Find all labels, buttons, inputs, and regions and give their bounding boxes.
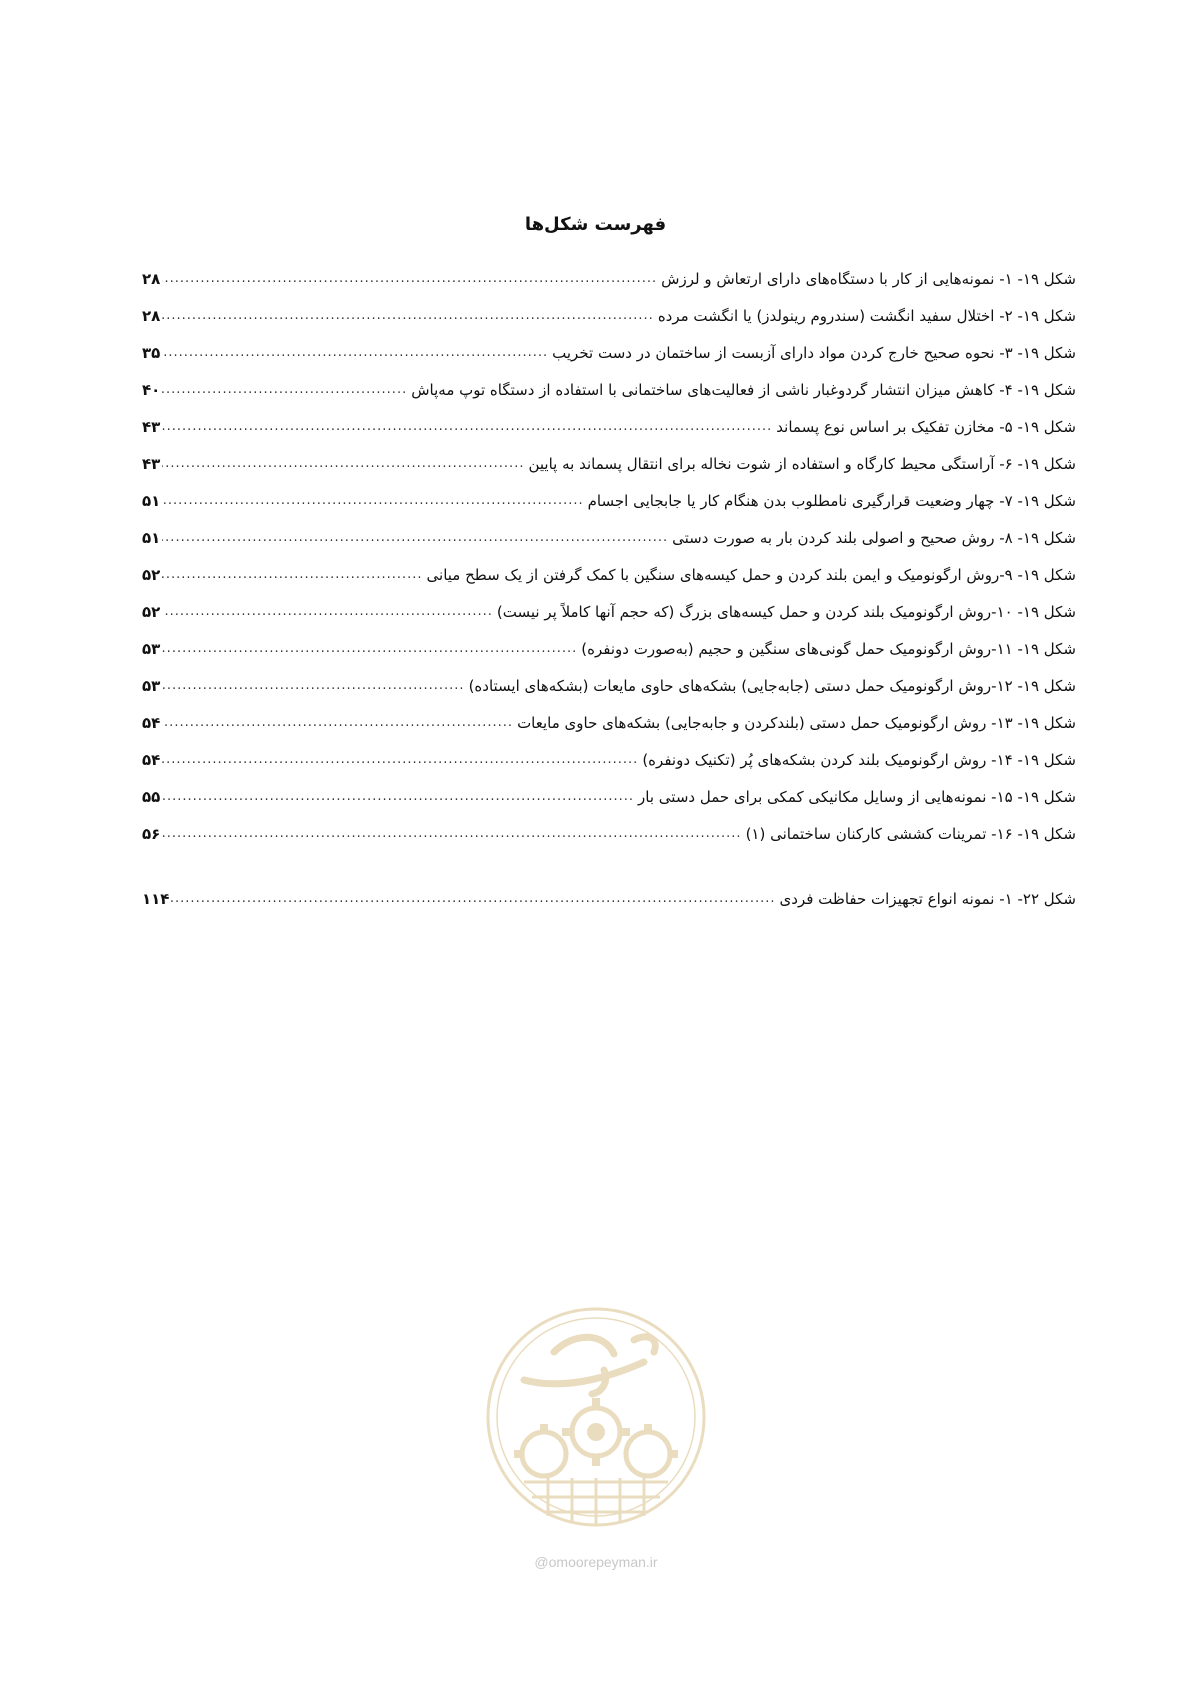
toc-entry-title: شکل ۱۹- ۱- نمونه‌هایی از کار با دستگاه‌های دارای ارتعاش و لرزش <box>661 269 1076 288</box>
toc-entry-title: شکل ۱۹- ۱۱-روش ارگونومیک حمل گونی‌های سنگین و حجیم (به‌صورت دونفره) <box>581 639 1076 658</box>
toc-entry[interactable] <box>142 880 1076 917</box>
dot-leader <box>171 891 775 906</box>
dot-leader <box>162 345 548 360</box>
toc-page-number: ۲۸ <box>142 306 161 325</box>
toc-entry-title: شکل ۱۹- ۱۲-روش ارگونومیک حمل دستی (جابه‌جایی) بشکه‌های حاوی مایعات (بشکه‌های ایستاده) <box>468 676 1076 695</box>
toc-entry-title: شکل ۲۲- ۱- نمونه انواع تجهیزات حفاظت فردی <box>779 889 1076 908</box>
toc-entry-title: شکل ۱۹- ۹-روش ارگونومیک و ایمن بلند کردن و حمل کیسه‌های سنگین با کمک گرفتن از یک سطح میانی <box>426 565 1076 584</box>
dot-leader <box>162 641 577 656</box>
toc-entry-title: شکل ۱۹- ۸- روش صحیح و اصولی بلند کردن بار به صورت دستی <box>672 528 1076 547</box>
toc-entry-title: شکل ۱۹- ۱۳- روش ارگونومیک حمل دستی (بلندکردن و جابه‌جایی) بشکه‌های حاوی مایعات <box>517 713 1076 732</box>
toc-page-number: ۵۵ <box>142 787 161 806</box>
toc-entry[interactable] <box>142 371 1076 408</box>
watermark-logo <box>484 1292 708 1592</box>
toc-page-number: ۵۲ <box>142 602 161 621</box>
dot-leader <box>162 456 524 471</box>
toc-page-number: ۲۸ <box>142 269 161 288</box>
toc-page-number: ۵۳ <box>142 676 161 695</box>
toc-entry[interactable] <box>142 260 1076 297</box>
toc-entry[interactable] <box>142 556 1076 593</box>
toc-entry[interactable] <box>142 667 1076 704</box>
dot-leader <box>162 567 422 582</box>
toc-page-number: ۵۱ <box>142 491 161 510</box>
dot-leader <box>162 530 668 545</box>
dot-leader <box>162 382 407 397</box>
toc-entry-title: شکل ۱۹- ۱۵- نمونه‌هایی از وسایل مکانیکی کمکی برای حمل دستی بار <box>638 787 1076 806</box>
toc-entry[interactable] <box>142 593 1076 630</box>
toc-page-number: ۱۱۴ <box>142 889 170 908</box>
dot-leader <box>162 493 583 508</box>
toc-entry[interactable] <box>142 778 1076 815</box>
toc-entry-title: شکل ۱۹- ۴- کاهش میزان انتشار گردوغبار ناشی از فعالیت‌های ساختمانی با استفاده از دستگاه توپ مه‌پاش <box>411 380 1076 399</box>
toc-entry[interactable] <box>142 630 1076 667</box>
toc-entry[interactable] <box>142 297 1076 334</box>
dot-leader <box>162 715 513 730</box>
toc-entry-title: شکل ۱۹- ۲- اختلال سفید انگشت (سندروم رینولدز) یا انگشت مرده <box>657 306 1076 325</box>
dot-leader <box>162 419 772 434</box>
toc-entry[interactable] <box>142 482 1076 519</box>
dot-leader <box>162 789 634 804</box>
toc-entry-title: شکل ۱۹- ۳- نحوه صحیح خارج کردن مواد دارای آزبست از ساختمان در دست تخریب <box>552 343 1076 362</box>
toc-entry[interactable] <box>142 519 1076 556</box>
toc-entry-title: شکل ۱۹- ۷- چهار وضعیت قرارگیری نامطلوب بدن هنگام کار یا جابجایی اجسام <box>587 491 1076 510</box>
toc-entry-title: شکل ۱۹- ۱۰-روش ارگونومیک بلند کردن و حمل کیسه‌های بزرگ (که حجم آنها کاملاً پر نیست) <box>496 602 1076 621</box>
toc-entry-title: شکل ۱۹- ۱۶- تمرینات کششی کارکنان ساختمانی (۱) <box>745 824 1076 843</box>
watermark-seal-icon <box>484 1292 708 1542</box>
watermark-caption: @omoorepeyman.ir <box>534 1554 658 1570</box>
figure-list <box>142 260 1076 917</box>
toc-entry[interactable] <box>142 704 1076 741</box>
dot-leader <box>162 826 741 841</box>
toc-entry-title: شکل ۱۹- ۱۴- روش ارگونومیک بلند کردن بشکه‌های پُر (تکنیک دونفره) <box>642 750 1076 769</box>
toc-entry-title: شکل ۱۹- ۶- آراستگی محیط کارگاه و استفاده از شوت نخاله برای انتقال پسماند به پایین <box>528 454 1076 473</box>
dot-leader <box>162 752 638 767</box>
dot-leader <box>162 308 654 323</box>
toc-page-number: ۵۶ <box>142 824 161 843</box>
toc-page-number: ۵۴ <box>142 750 161 769</box>
page-title: فهرست شکل‌ها <box>524 214 667 235</box>
toc-page-number: ۵۳ <box>142 639 161 658</box>
toc-page-number: ۴۰ <box>142 380 161 399</box>
toc-entry-title: شکل ۱۹- ۵- مخازن تفکیک بر اساس نوع پسماند <box>776 417 1076 436</box>
dot-leader <box>162 604 493 619</box>
toc-page-number: ۵۲ <box>142 565 161 584</box>
toc-entry[interactable] <box>142 445 1076 482</box>
toc-page-number: ۵۴ <box>142 713 161 732</box>
toc-page-number: ۴۳ <box>142 417 161 436</box>
dot-leader <box>162 678 464 693</box>
toc-entry[interactable] <box>142 408 1076 445</box>
toc-page-number: ۳۵ <box>142 343 161 362</box>
toc-page-number: ۵۱ <box>142 528 161 547</box>
toc-entry[interactable] <box>142 741 1076 778</box>
toc-entry[interactable] <box>142 334 1076 371</box>
dot-leader <box>162 271 657 286</box>
toc-page-number: ۴۳ <box>142 454 161 473</box>
toc-entry[interactable] <box>142 815 1076 852</box>
